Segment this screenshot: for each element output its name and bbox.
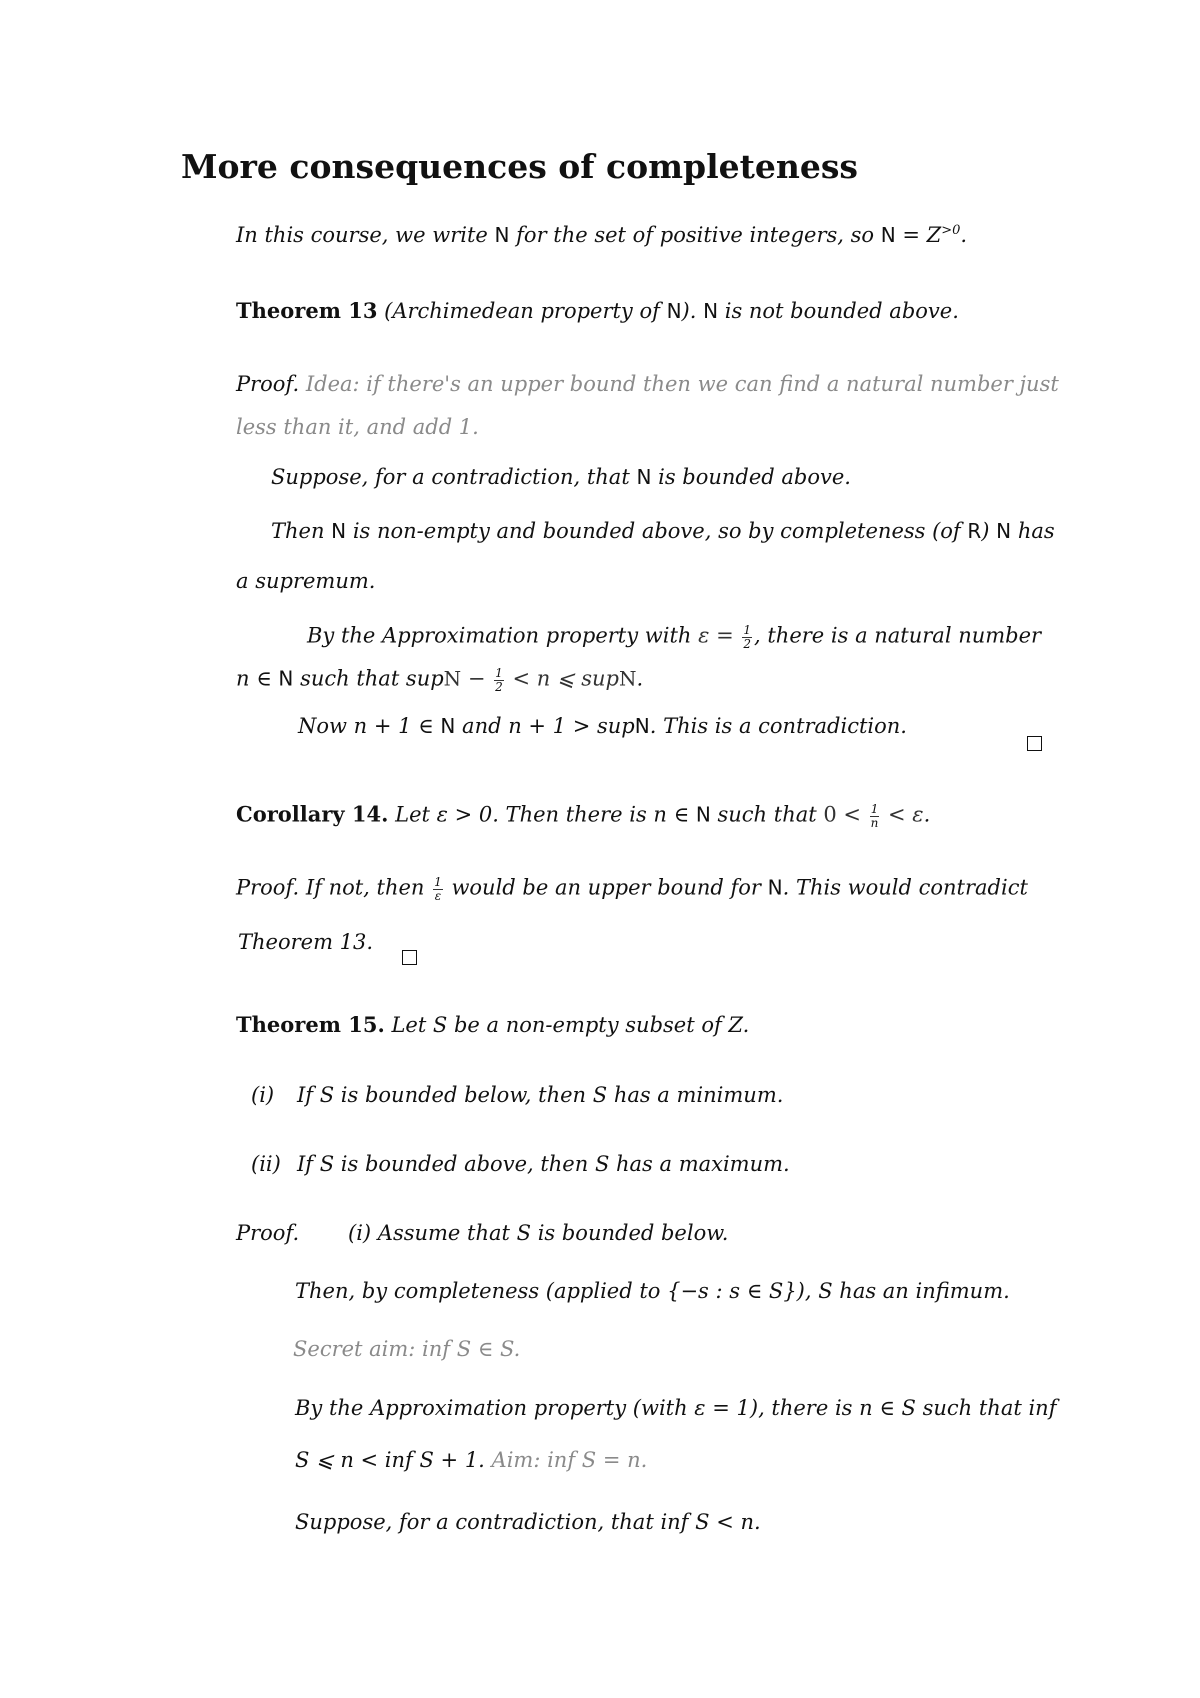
fraction-one-half: $\frac{1}{2}$ (743, 623, 752, 651)
proof-15-step-a: (i) Assume that S is bounded below. (348, 1221, 729, 1245)
proof-13-step-3: a supremum. (236, 569, 376, 593)
proof-15-step-e: Suppose, for a contradiction, that inf S < n. (295, 1510, 761, 1534)
proof-13-step-6: Now n + 1 ∈ N and n + 1 > supN. This is a contradiction. (298, 714, 907, 738)
proof-14-line-1: Proof. If not, then $\frac{1}{\varepsilon}$ would be an upper bound for N. This would contradict (236, 875, 1028, 903)
theorem-15-item-ii: (ii) (251, 1152, 281, 1176)
fraction-one-half: $\frac{1}{2}$ (495, 666, 503, 694)
theorem-15: Theorem 15. Let S be a non-empty subset of Z. (236, 1012, 750, 1037)
intro-line: In this course, we write N for the set of positive integers, so $N = Z^{>0}$. (236, 223, 968, 247)
corollary-14: Corollary 14. Let ε > 0. Then there is n ∈ N such that 0 < $\frac{1}{n}$ < ε. (236, 801, 931, 830)
proof-14-line-2: Theorem 13. (238, 930, 374, 954)
proof-13-step-5: n ∈ N such that supN − $\frac{1}{2}$ < n ⩽ supN. (236, 666, 644, 694)
fraction-one-over-epsilon: $\frac{1}{\varepsilon}$ (434, 875, 442, 903)
proof-15-step-c: By the Approximation property (with ε = 1), there is n ∈ S such that inf (295, 1396, 1057, 1420)
proof-15-step-b: Then, by completeness (applied to {−s : s ∈ S}), S has an infimum. (295, 1279, 1010, 1303)
proof-13-step-2: Then N is non-empty and bounded above, so by completeness (of R) N has (271, 519, 1055, 543)
theorem-15-item-i-text: If S is bounded below, then S has a minimum. (297, 1083, 784, 1107)
qed-square-icon (402, 950, 417, 965)
fraction-one-over-n: $\frac{1}{n}$ (870, 802, 879, 830)
theorem-13-label: Theorem 13 (236, 298, 378, 323)
page-title: More consequences of completeness (181, 147, 858, 186)
theorem-15-item-i: (i) (251, 1083, 275, 1107)
theorem-15-item-ii-text: If S is bounded above, then S has a maximum. (297, 1152, 790, 1176)
proof-13-idea-line-1: Proof. Idea: if there's an upper bound then we can find a natural number just (236, 372, 1059, 396)
proof-15-secret-aim: Secret aim: inf S ∈ S. (293, 1337, 521, 1361)
corollary-14-label: Corollary 14. (236, 801, 389, 827)
proof-13-step-4: By the Approximation property with ε = $\frac{1}{2}$ , there is a natural number (307, 623, 1042, 651)
proof-15-word: Proof. (236, 1221, 300, 1245)
proof-13-step-1: Suppose, for a contradiction, that N is bounded above. (271, 465, 851, 489)
qed-square-icon (1027, 736, 1042, 751)
proof-15-step-d: S ⩽ n < inf S + 1. Aim: inf S = n. (295, 1448, 648, 1472)
theorem-13: Theorem 13 (Archimedean property of N). N is not bounded above. (236, 298, 959, 323)
theorem-15-label: Theorem 15. (236, 1012, 385, 1037)
proof-13-idea-line-2: less than it, and add 1. (236, 415, 479, 439)
